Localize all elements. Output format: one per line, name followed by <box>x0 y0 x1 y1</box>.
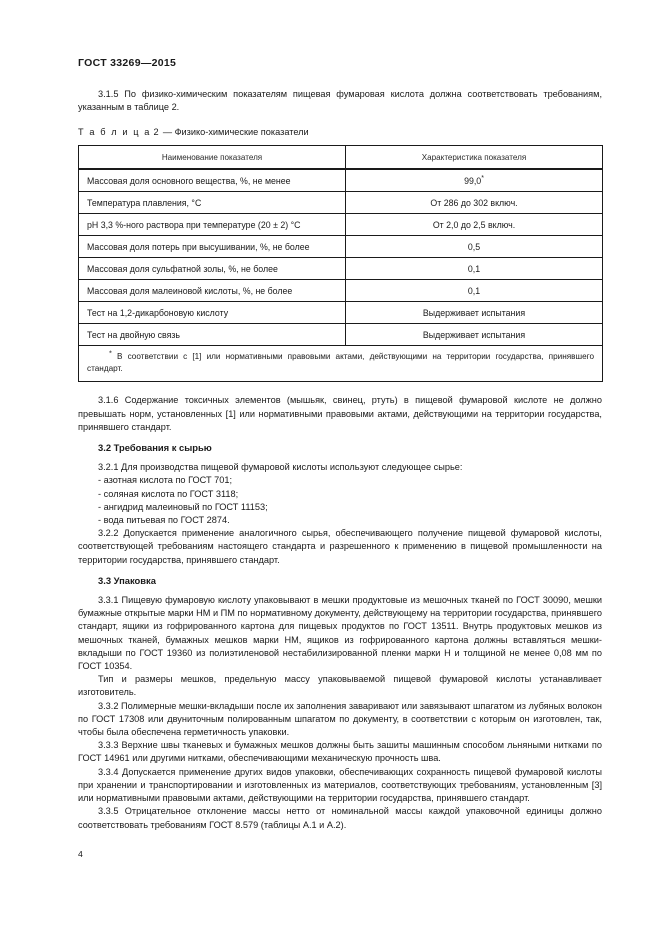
cell-indicator-name: Массовая доля основного вещества, %, не менее <box>79 169 346 192</box>
cell-indicator-name: Тест на двойную связь <box>79 324 346 346</box>
table-header-row <box>79 146 603 170</box>
table-row <box>79 236 603 258</box>
cell-value-text: 99,0 <box>464 175 482 186</box>
table-row <box>79 302 603 324</box>
table-physicochemical-indicators <box>78 145 603 382</box>
cell-indicator-value: Выдерживает испытания <box>346 302 603 324</box>
section-heading-3-2: 3.2 Требования к сырью <box>98 442 212 454</box>
table-caption-title: Физико-химические показатели <box>174 127 309 138</box>
clause-3-1-5: 3.1.5 По физико-химическим показателям пищевая фумаровая кислота должна соответствовать требованиям, указанным в таблице 2. <box>78 89 602 113</box>
page-number: 4 <box>78 849 83 859</box>
cell-indicator-name: Массовая доля сульфатной золы, %, не более <box>79 258 346 280</box>
table-caption-dash: — <box>162 127 172 138</box>
cell-indicator-name: Температура плавления, °С <box>79 192 346 214</box>
footnote-marker-icon: * <box>481 174 484 182</box>
table-caption-number: 2 <box>153 127 161 138</box>
table-caption-label: Т а б л и ц а <box>78 127 151 138</box>
footnote-text: В соответствии с [1] или нормативными правовыми актами, действующими на территории государства, принявшего стандарт. <box>87 352 595 374</box>
cell-indicator-name: Массовая доля малеиновой кислоты, %, не более <box>79 280 346 302</box>
list-item: - азотная кислота по ГОСТ 701; <box>98 475 233 486</box>
clause-3-3-1: 3.3.1 Пищевую фумаровую кислоту упаковывают в мешки продуктовые из мешочных тканей по ГОСТ 30090, мешки бумажные открытые марки НМ и ПМ по нормативному документу, действующему на территории государства, принявшего стандарт, ящики из гофрированного картона для пищевых продуктов по ГОСТ 13511. Внутрь продуктовых мешков из мешочных тканей, бумажных мешков марки НМ, ящиков из гофрированного картона должны вставляться мешки-вкладыши по ГОСТ 19360 из полиэтиленовой нестабилизированной пленки марки Н и толщиной не менее 0,08 мм по ГОСТ 10354. <box>78 595 602 672</box>
clause-3-2-1: 3.2.1 Для производства пищевой фумаровой кислоты используют следующее сырье: <box>98 462 463 473</box>
table-row <box>79 324 603 346</box>
table-footnote-row <box>79 346 603 382</box>
page-content <box>78 56 602 832</box>
table-row <box>79 192 603 214</box>
standard-header: ГОСТ 33269—2015 <box>78 57 177 69</box>
cell-indicator-value: От 286 до 302 включ. <box>346 192 603 214</box>
list-item: - соляная кислота по ГОСТ 3118; <box>98 488 239 499</box>
clause-3-3-1-continued: Тип и размеры мешков, предельную массу упаковываемой пищевой фумаровой кислоты устанавливает изготовитель. <box>78 674 602 698</box>
section-heading-3-3: 3.3 Упаковка <box>98 574 156 586</box>
clause-3-3-5: 3.3.5 Отрицательное отклонение массы нетто от номинальной массы каждой упаковочной единицы должно соответствовать требованиям ГОСТ 8.579 (таблицы А.1 и А.2). <box>78 806 602 830</box>
clause-3-3-3: 3.3.3 Верхние швы тканевых и бумажных мешков должны быть зашиты машинным способом льняными нитками по ГОСТ 14961 или другими нитками, обеспечивающими механическую прочность шва. <box>78 740 602 764</box>
cell-indicator-value <box>346 169 603 192</box>
column-header-value: Характеристика показателя <box>346 146 603 170</box>
clause-3-1-6: 3.1.6 Содержание токсичных элементов (мышьяк, свинец, ртуть) в пищевой фумаровой кислоте не должно превышать норм, установленных [1] или нормативными правовыми актами, действующими на территории государства, принявшего стандарт. <box>78 395 602 432</box>
cell-indicator-value: Выдерживает испытания <box>346 324 603 346</box>
table-footnote <box>79 346 603 382</box>
cell-indicator-name: рН 3,3 %-ного раствора при температуре (20 ± 2) °С <box>79 214 346 236</box>
clause-3-2-2: 3.2.2 Допускается применение аналогичного сырья, обеспечивающего получение пищевой фумаровой кислоты, соответствующей требованиям настоящего стандарта и разрешенного к применению в пищевой промышленности на территории государства, принявшего стандарт. <box>78 528 602 565</box>
table-row <box>79 214 603 236</box>
table-row <box>79 169 603 192</box>
cell-indicator-name: Тест на 1,2-дикарбоновую кислоту <box>79 302 346 324</box>
cell-indicator-name: Массовая доля потерь при высушивании, %, не более <box>79 236 346 258</box>
clause-3-3-4: 3.3.4 Допускается применение других видов упаковки, обеспечивающих сохранность пищевой фумаровой кислоты при хранении и транспортировании и изготовленных из материалов, соответствующих требованиям, установленным [3] или нормативными правовыми актами, действующими на территории государства, принявшего стандарт. <box>78 766 602 804</box>
list-item: - ангидрид малеиновый по ГОСТ 11153; <box>98 501 268 512</box>
cell-indicator-value: 0,1 <box>346 258 603 280</box>
cell-indicator-value: 0,1 <box>346 280 603 302</box>
table-row <box>79 280 603 302</box>
clause-3-3-2: 3.3.2 Полимерные мешки-вкладыши после их заполнения заваривают или завязывают шпагатом из лубяных волокон по ГОСТ 17308 или двуниточным полированным шпагатом по документу, в соответствии с которым он изготовлен, так, чтобы была обеспечена герметичность упаковки. <box>78 700 602 738</box>
table-row <box>79 258 603 280</box>
cell-indicator-value: 0,5 <box>346 236 603 258</box>
cell-indicator-value: От 2,0 до 2,5 включ. <box>346 214 603 236</box>
footnote-star-icon: * <box>109 348 112 358</box>
list-item: - вода питьевая по ГОСТ 2874. <box>98 515 230 526</box>
column-header-name: Наименование показателя <box>79 146 346 170</box>
table-2-caption <box>78 126 602 139</box>
